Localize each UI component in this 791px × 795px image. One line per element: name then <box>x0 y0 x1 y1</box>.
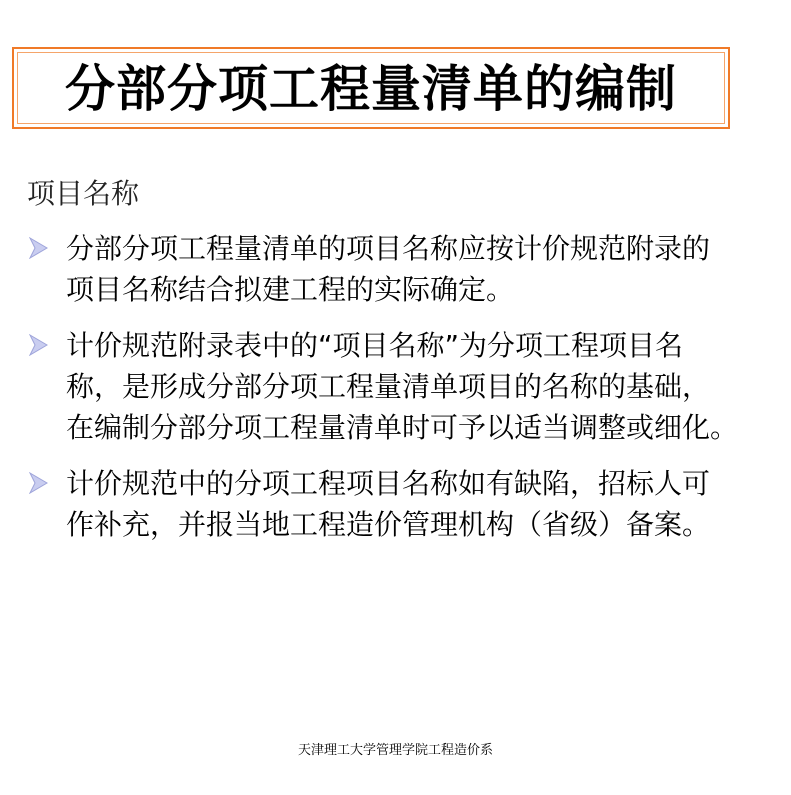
arrow-right-icon <box>28 472 48 494</box>
bullet-text-line: 称，是形成分部分项工程量清单项目的名称的基础， <box>66 370 711 403</box>
title-box <box>12 47 730 129</box>
bullet-list <box>28 228 788 560</box>
list-item <box>28 228 788 310</box>
bullet-text-line: 在编制分部分项工程量清单时可予以适当调整或细化。 <box>66 411 739 444</box>
arrow-right-icon <box>28 237 48 259</box>
bullet-text-line: 作补充，并报当地工程造价管理机构（省级）备案。 <box>66 508 711 541</box>
bullet-text-line: 项目名称结合拟建工程的实际确定。 <box>66 273 515 306</box>
section-heading: 项目名称 <box>27 177 140 210</box>
slide-title: 分部分项工程量清单的编制 <box>65 60 677 118</box>
bullet-text-line: 计价规范附录表中的“项目名称”为分项工程项目名 <box>66 329 684 362</box>
footer-text: 天津理工大学管理学院工程造价系 <box>297 743 493 758</box>
bullet-text-line: 分部分项工程量清单的项目名称应按计价规范附录的 <box>66 232 711 265</box>
list-item <box>28 325 788 448</box>
list-item <box>28 463 788 545</box>
arrow-right-icon <box>28 334 48 356</box>
bullet-text-line: 计价规范中的分项工程项目名称如有缺陷，招标人可 <box>66 467 711 500</box>
